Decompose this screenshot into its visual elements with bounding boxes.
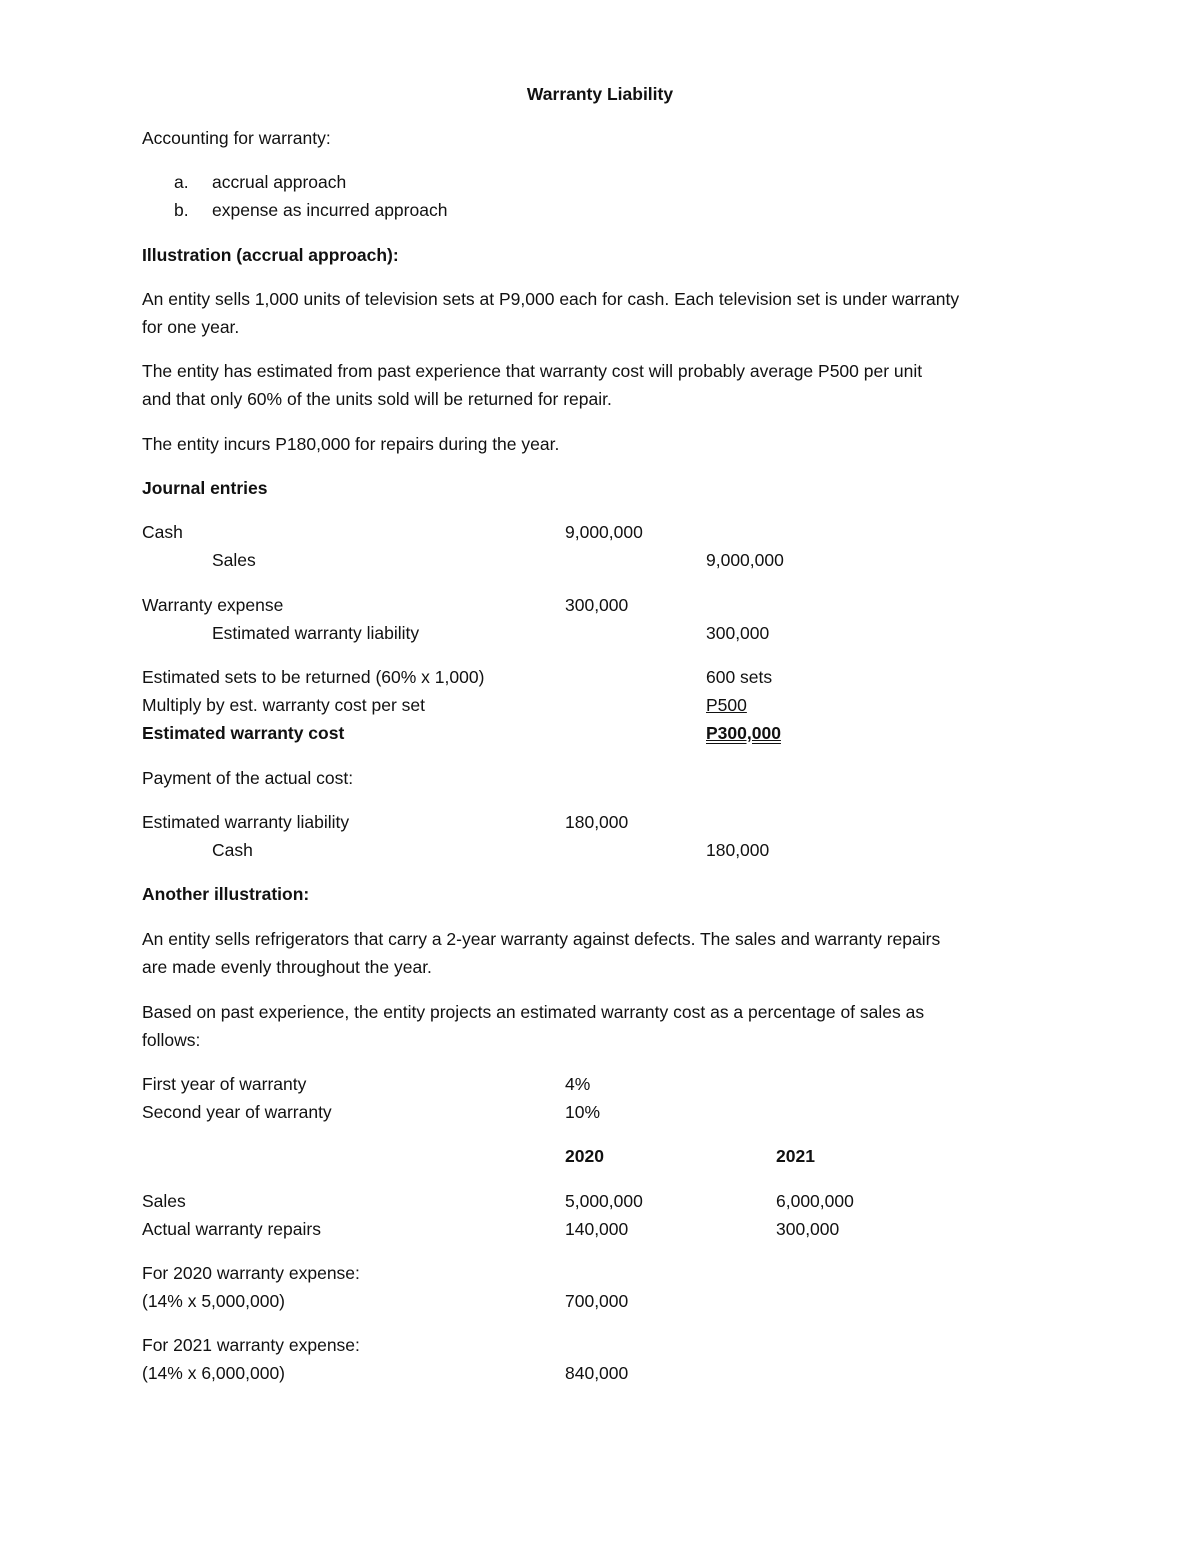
table-cell: 5,000,000 — [565, 1191, 643, 1211]
debit-account: Cash — [142, 522, 183, 542]
year-header-2020: 2020 — [565, 1146, 604, 1166]
rate-label: First year of warranty — [142, 1074, 307, 1094]
paragraph-line: An entity sells 1,000 units of television sets at P9,000 each for cash. Each television set is under warranty — [142, 289, 960, 309]
list-item: accrual approach — [212, 172, 347, 192]
section-heading: Illustration (accrual approach): — [142, 245, 399, 265]
paragraph-line: The entity has estimated from past experience that warranty cost will probably average P500 per unit — [142, 361, 923, 381]
credit-amount: 9,000,000 — [706, 550, 784, 570]
credit-account: Sales — [212, 550, 256, 570]
rate-value: 4% — [565, 1074, 591, 1094]
paragraph-line: and that only 60% of the units sold will be returned for repair. — [142, 389, 612, 409]
table-row-label: Sales — [142, 1191, 186, 1211]
paragraph-line: Based on past experience, the entity projects an estimated warranty cost as a percentage of sales as — [142, 1002, 925, 1022]
expense-formula: (14% x 6,000,000) — [142, 1363, 286, 1383]
year-header-2021: 2021 — [776, 1146, 815, 1166]
credit-amount: 180,000 — [706, 840, 770, 860]
table-cell: 6,000,000 — [776, 1191, 854, 1211]
table-row-label: Actual warranty repairs — [142, 1219, 321, 1239]
expense-label: For 2020 warranty expense: — [142, 1263, 360, 1283]
credit-amount: 300,000 — [706, 623, 770, 643]
debit-account: Estimated warranty liability — [142, 812, 350, 832]
credit-account: Estimated warranty liability — [212, 623, 420, 643]
payment-heading: Payment of the actual cost: — [142, 768, 354, 788]
paragraph-line: An entity sells refrigerators that carry a 2-year warranty against defects. The sales and warranty repairs — [142, 929, 941, 949]
table-cell: 140,000 — [565, 1219, 629, 1239]
expense-label: For 2021 warranty expense: — [142, 1335, 360, 1355]
computation-total-value: P300,000 — [706, 723, 781, 743]
table-cell: 300,000 — [776, 1219, 840, 1239]
expense-value: 840,000 — [565, 1363, 629, 1383]
computation-label: Multiply by est. warranty cost per set — [142, 695, 426, 715]
computation-label: Estimated sets to be returned (60% x 1,000) — [142, 667, 485, 687]
paragraph-line: The entity incurs P180,000 for repairs during the year. — [142, 434, 560, 454]
rate-label: Second year of warranty — [142, 1102, 332, 1122]
credit-account: Cash — [212, 840, 253, 860]
debit-amount: 180,000 — [565, 812, 629, 832]
paragraph-line: are made evenly throughout the year. — [142, 957, 432, 977]
list-item: expense as incurred approach — [212, 200, 448, 220]
page-title: Warranty Liability — [526, 84, 674, 104]
computation-total-label: Estimated warranty cost — [142, 723, 345, 743]
rate-value: 10% — [565, 1102, 601, 1122]
debit-account: Warranty expense — [142, 595, 284, 615]
debit-amount: 300,000 — [565, 595, 629, 615]
section-heading: Another illustration: — [142, 884, 310, 904]
section-heading: Journal entries — [142, 478, 268, 498]
list-marker: b. — [174, 200, 189, 220]
paragraph-line: follows: — [142, 1030, 201, 1050]
intro-heading: Accounting for warranty: — [142, 128, 331, 148]
expense-value: 700,000 — [565, 1291, 629, 1311]
computation-value: P500 — [706, 695, 747, 715]
computation-value: 600 sets — [706, 667, 773, 687]
expense-formula: (14% x 5,000,000) — [142, 1291, 286, 1311]
paragraph-line: for one year. — [142, 317, 240, 337]
debit-amount: 9,000,000 — [565, 522, 643, 542]
list-marker: a. — [174, 172, 189, 192]
